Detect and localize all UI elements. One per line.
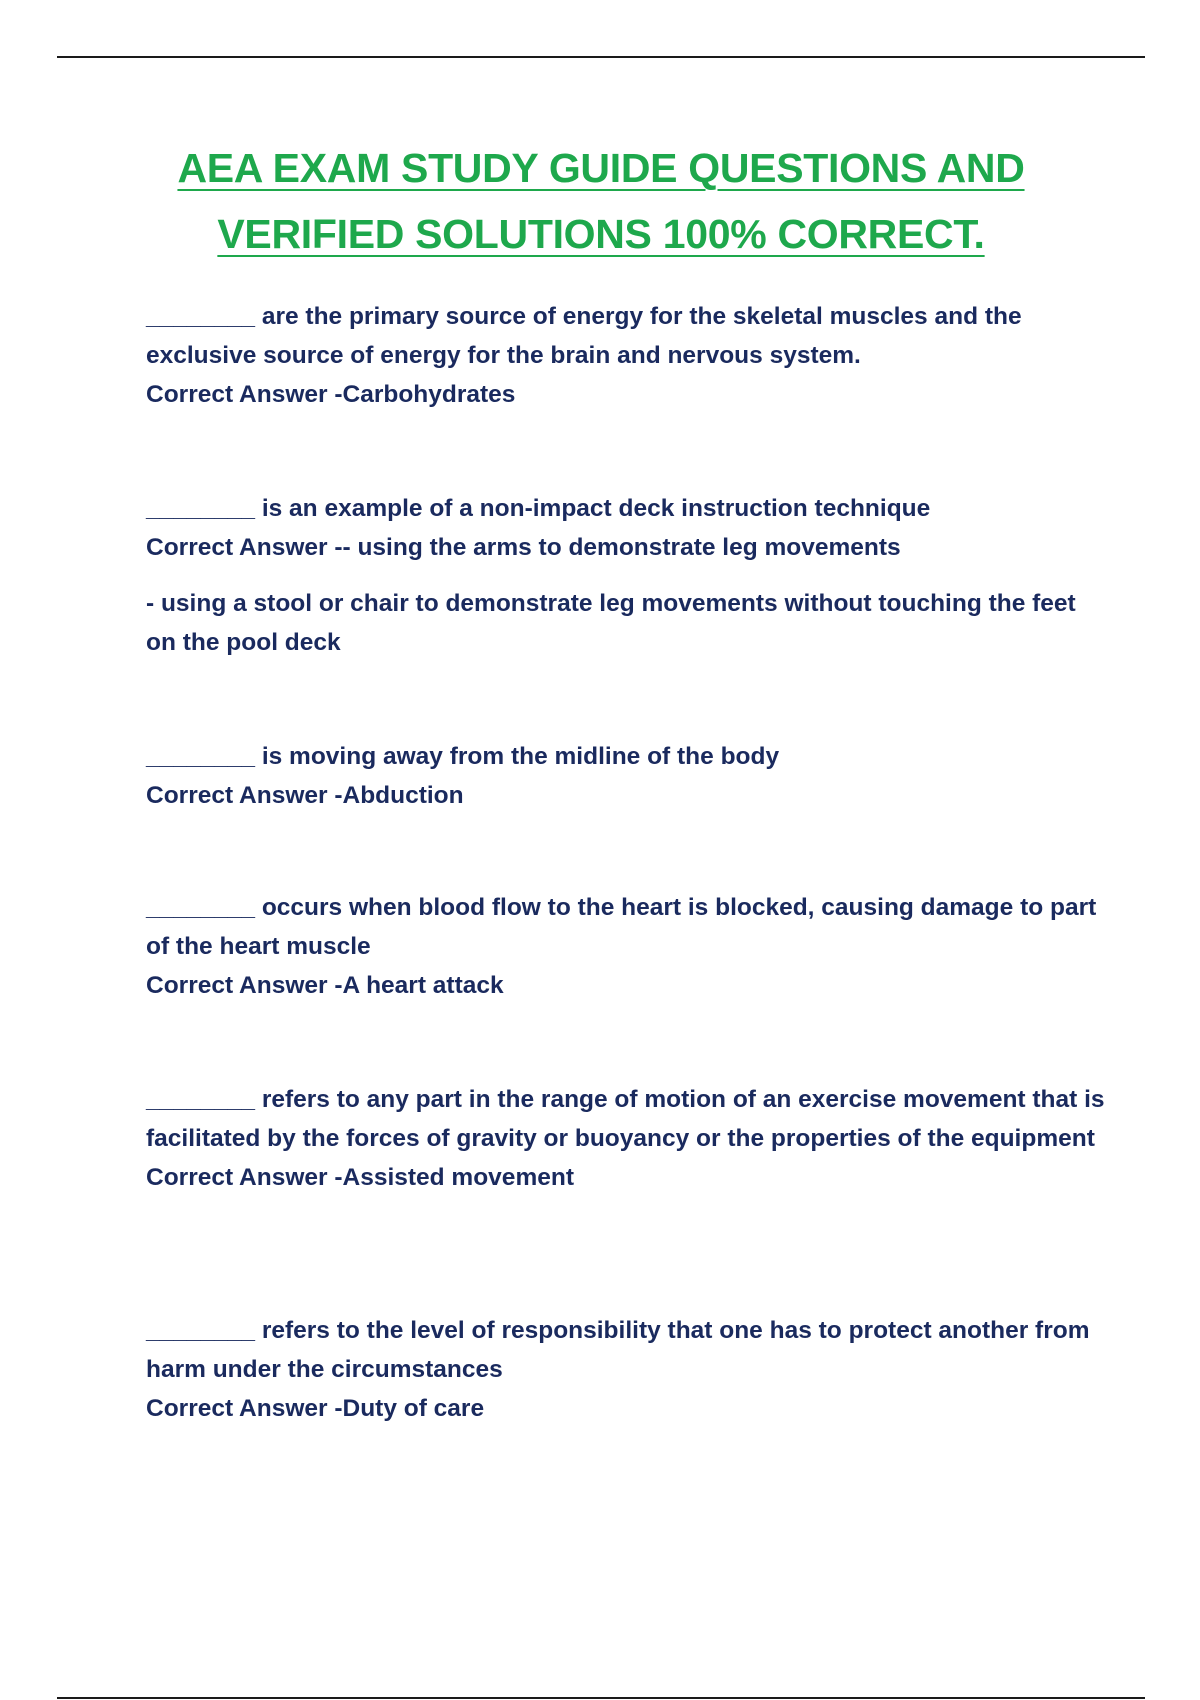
header-rule: [57, 56, 1145, 58]
qa-item: [146, 737, 1106, 815]
question-text: ________ occurs when blood flow to the heart is blocked, causing damage to part of the heart muscle: [146, 894, 1097, 960]
title-line-2: VERIFIED SOLUTIONS 100% CORRECT.: [217, 211, 985, 257]
qa-item: [146, 888, 1106, 1005]
answer-text: Correct Answer -Abduction: [146, 782, 464, 809]
answer-text: Correct Answer -- using the arms to demonstrate leg movements: [146, 534, 901, 561]
question-text: ________ refers to any part in the range of motion of an exercise movement that is facilitated by the forces of gravity or buoyancy or the properties of the equipment: [146, 1086, 1105, 1152]
question-text: ________ refers to the level of responsibility that one has to protect another from harm under the circumstances: [146, 1317, 1090, 1383]
answer-text: Correct Answer -Carbohydrates: [146, 381, 516, 408]
qa-item: [146, 297, 1106, 414]
answer-text: Correct Answer -A heart attack: [146, 972, 504, 999]
qa-item: [146, 489, 1106, 662]
footer-rule: [57, 1697, 1145, 1699]
question-text: ________ is an example of a non-impact deck instruction technique: [146, 495, 931, 522]
qa-item: [146, 1311, 1106, 1428]
question-text: ________ are the primary source of energy for the skeletal muscles and the exclusive source of energy for the brain and nervous system.: [146, 303, 1022, 369]
answer-text: Correct Answer -Assisted movement: [146, 1164, 574, 1191]
question-text: ________ is moving away from the midline of the body: [146, 743, 780, 770]
answer-extra-text: - using a stool or chair to demonstrate leg movements without touching the feet on the pool deck: [146, 590, 1076, 656]
qa-item: [146, 1080, 1106, 1197]
title-line-1: AEA EXAM STUDY GUIDE QUESTIONS AND: [177, 145, 1025, 191]
document-title: [57, 145, 1145, 257]
answer-text: Correct Answer -Duty of care: [146, 1395, 485, 1422]
